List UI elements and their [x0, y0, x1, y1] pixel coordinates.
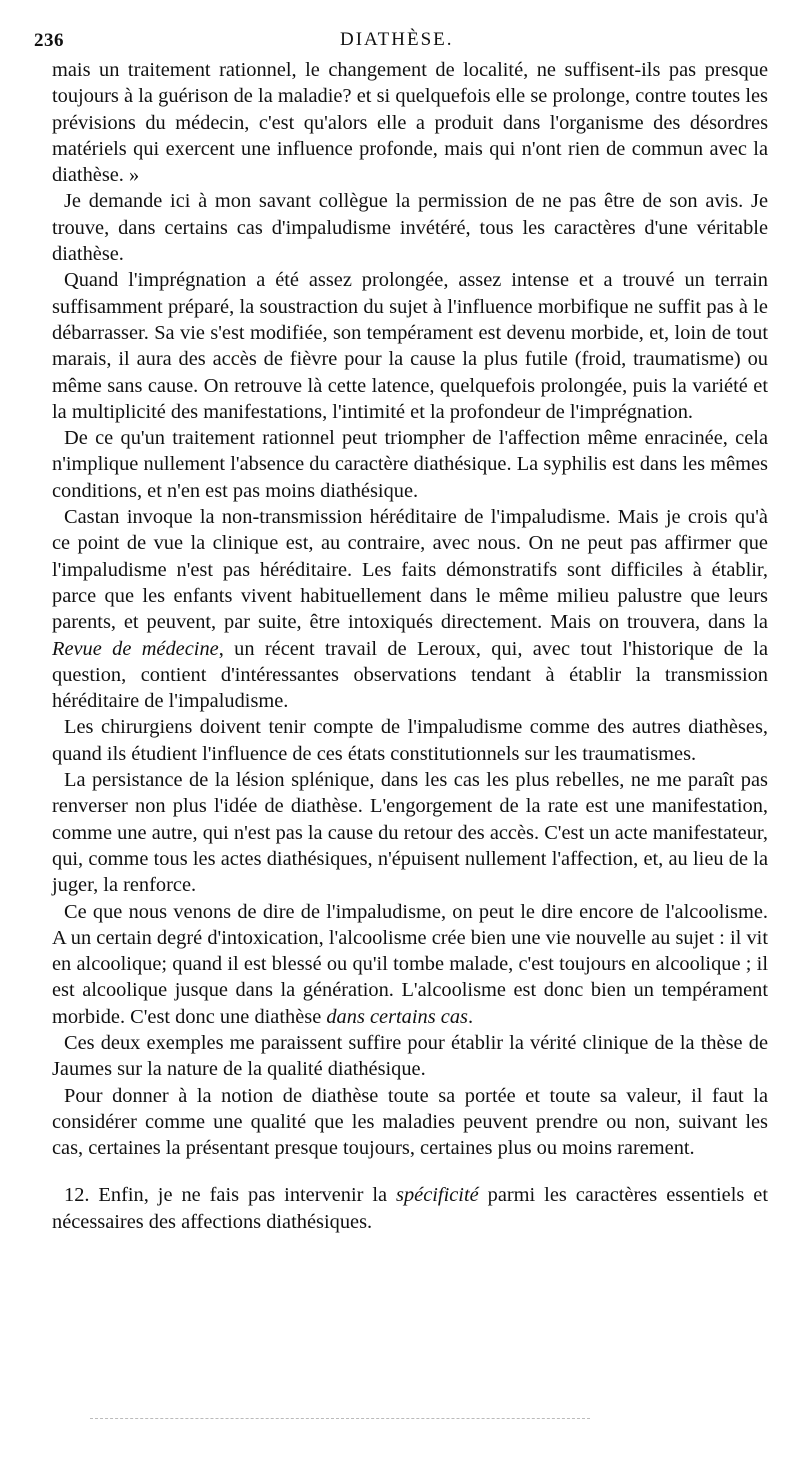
paragraph: Les chirurgiens doivent tenir compte de l'impaludisme comme des autres diathèses, quand ils étudient l'influence de ces états constitutionnels sur les traumatismes. [52, 716, 768, 765]
paragraph: Ces deux exemples me paraissent suffire pour établir la vérité clinique de la thèse de Jaumes sur la nature de la qualité diathésique. [52, 1031, 768, 1081]
numbered-paragraph [52, 1182, 768, 1235]
paragraph-text: Castan invoque la non-transmission héréditaire de l'impaludisme. Mais je crois qu'à ce point de vue la clinique est, au contraire, avec nous. On ne peut pas affirmer que l'impaludisme n'est pas héréditaire. Les faits démonstratifs sont difficiles à établir, parce que les enfants vivent habituellement dans le même milieu palustre que leurs parents, et peuvent, par suite, être intoxiqués directement. Mais on trouvera, dans la [52, 506, 768, 634]
page-number: 236 [34, 30, 64, 51]
paragraph-continuation: mais un traitement rationnel, le changement de localité, ne suffisent-ils pas presque toujours à la guérison de la maladie? et si quelquefois elle se prolonge, contre toutes les prévisions du médecin, c'est qu'alors elle a produit dans l'organisme des désordres matériels qui exercent une influence profonde, mais qui n'ont rien de commun avec la diathèse. » [52, 59, 768, 187]
paragraph-text: 12. Enfin, je ne fais pas intervenir la [64, 1184, 397, 1207]
paragraph-text: Ce que nous venons de dire de l'impaludisme, on peut le dire encore de l'alcoolisme. A un certain degré d'intoxication, l'alcoolisme crée bien une vie nouvelle au sujet : il vit en alcoolique; quand il est blessé ou qu'il tombe malade, c'est toujours en alcoolique ; il est alcoolique jusque dans la génération. L'alcoolisme est donc bien un tempérament morbide. C'est donc une diathèse [52, 900, 768, 1028]
paragraph-text: , un récent travail de Leroux, qui, avec tout l'historique de la question, contient d'intéressantes observations tendant à établir la transmission héréditaire de l'impaludisme. [52, 637, 768, 713]
italic-emphasis: spécificité [396, 1184, 479, 1207]
page-header [34, 22, 764, 52]
running-title: DIATHÈSE. [340, 29, 454, 50]
paragraph: Quand l'imprégnation a été assez prolongée, assez intense et a trouvé un terrain suffisamment préparé, la soustraction du sujet à l'influence morbifique ne suffit pas à le débarrasser. Sa vie s'est modifiée, son tempérament est devenu morbide, et, loin de tout marais, il aura des accès de fièvre pour la cause la plus futile (froid, traumatisme) ou même sans cause. On retrouve là cette latence, quelquefois prolongée, puis la variété et la multiplicité des manifestations, l'intimité et la profondeur de l'imprégnation. [52, 269, 768, 423]
paragraph: De ce qu'un traitement rationnel peut triompher de l'affection même enracinée, cela n'implique nullement l'absence du caractère diathésique. La syphilis est dans les mêmes conditions, et n'en est pas moins diathésique. [52, 427, 768, 502]
footer-divider [90, 1418, 590, 1419]
paragraph-text: . [467, 1005, 474, 1028]
paragraph: La persistance de la lésion splénique, dans les cas les plus rebelles, ne me paraît pas renverser non plus l'idée de diathèse. L'engorgement de la rate est une manifestation, comme une autre, qui n'est pas la cause du retour des accès. C'est un acte manifestateur, qui, comme tous les actes diathésiques, n'épuisent nullement l'affection, et, au lieu de la juger, la renforce. [52, 769, 768, 897]
paragraph-text: parmi les caractères essentiels et nécessaires des affections diathésiques. [52, 1184, 768, 1233]
paragraph [52, 504, 768, 714]
paragraph [52, 899, 768, 1030]
paragraph: Je demande ici à mon savant collègue la permission de ne pas être de son avis. Je trouve, dans certains cas d'impaludisme invétéré, tous les caractères d'une véritable diathèse. [52, 190, 768, 266]
italic-emphasis: dans certains cas [326, 1005, 468, 1028]
italic-journal-title: Revue de médecine [52, 637, 219, 660]
paragraph: Pour donner à la notion de diathèse toute sa portée et toute sa valeur, il faut la considérer comme une qualité que les maladies peuvent prendre ou non, suivant les cas, certaines la présentant presque toujours, certaines plus ou moins rarement. [52, 1084, 768, 1160]
body-text [52, 57, 768, 1235]
